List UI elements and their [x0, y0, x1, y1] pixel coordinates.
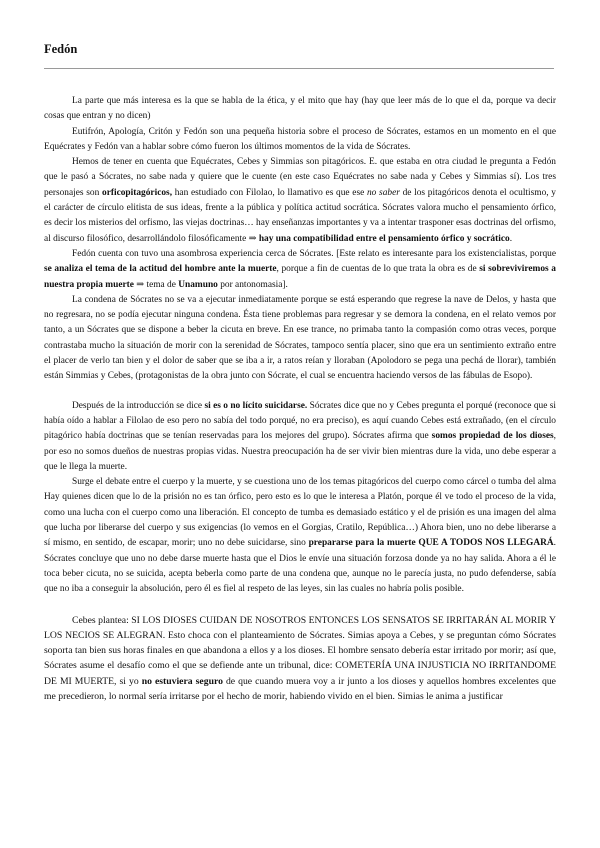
- p4-text-g: por antonomasia].: [217, 279, 288, 290]
- p6-bold-propiedad: somos propiedad de los dioses: [431, 431, 554, 442]
- paragraph-cuerpo: [44, 475, 556, 597]
- p3-text-c: han estudiado con Filolao, lo llamativo es que ese: [172, 187, 367, 198]
- p3-bold-orficopitagoricos: orficopitagóricos,: [102, 187, 173, 198]
- p3-text-e: de los pitagóricos denota el ocultismo, y el carácter de círculo elitista de sus ideas, frente a la pública y política actitud socrática. Sócrates valora mucho el pensamiento órfico, es decir los misterios del orfismo, las viejas doctrinas… hay enseñanzas importantes y va a intentar trasponer esas doctrinas del orfismo, al discurso filosófico, desarrollándolo filosóficamente ⇒: [44, 187, 556, 244]
- p8-text-c: de que cuando muera voy a ir junto a los dioses y aquellos hombres excelentes que me precedieron, lo normal sería irritarse por el hecho de morir, habiendo vivido en el bien. Simias le anima a justificar: [44, 675, 556, 702]
- p7-bold-prepararse: prepararse para la muerte QUE A TODOS NOS LLEGARÁ: [308, 538, 554, 549]
- p4-bold-sobreviviremos: si sobreviviremos a nuestra propia muerte: [44, 264, 556, 290]
- p6-text-e: , por eso no somos dueños de nuestras propias vidas. Nuestra preocupación ha de ser vivir bien mientras dure la vida, uno debe esperar a que le llega la muerte.: [44, 431, 556, 472]
- p4-text-e: ⇒ tema de: [133, 279, 179, 290]
- p6-bold-licito: si es o no lícito suicidarse.: [204, 400, 308, 411]
- p7-text-c: . Sócrates concluye que uno no debe darse muerte hasta que el Dios le envíe una situación forzosa donde ya no hay salida. Ahora a él le toca beber cicuta, no se suicida, acepta beberla como parte de una condena que, aunque no le parecía justa, no pudo defenderse, sabía que no iba a conseguir la absolución, pero él es fiel al respeto de las leyes, sin las cuales no habría polis posible.: [44, 538, 557, 595]
- p8-bold-no-estuviera: no estuviera seguro: [141, 675, 223, 687]
- paragraph-gap: [44, 598, 556, 613]
- document-body: [44, 94, 556, 704]
- p4-bold-actitud: se analiza el tema de la actitud del hombre ante la muerte: [44, 264, 277, 275]
- p6-text-a: Después de la introducción se dice: [72, 400, 205, 411]
- title-divider: [44, 68, 554, 69]
- p7-text-a: Surge el debate entre el cuerpo y la muerte, y se cuestiona uno de los temas pitagóricos del cuerpo como cárcel o tumba del alma Hay quienes dicen que lo de la prisión no es tan órfico, pero esto es lo que le interesa a Platón, porque él ve todo el proceso de la vida, como una lucha con el cuerpo como una liberación. El concepto de tumba es demasiado estático y el de prisión es una imagen del alma que lucha por liberarse del cuerpo y sus exigencias (lo vemos en el Gorgias, Cratilo, República…) Ahora bien, uno no debe liberarse a sí mismo, en sentido, de escapar, morir; uno no debe suicidarse, sino: [44, 477, 556, 549]
- p3-bold-compatibilidad: hay una compatibilidad entre el pensamiento órfico y socrático: [258, 233, 510, 244]
- p8-text-a: Cebes plantea: SI LOS DIOSES CUIDAN DE NOSOTROS ENTONCES LOS SENSATOS SE IRRITARÁN AL MORIR Y LOS NECIOS SE ALEGRAN. Esto choca con el planteamiento de Sócrates. Simias apoya a Cebes, y se preguntan cómo Sócrates soporta tan bien sus horas finales en que abandona a ellos y a los dioses. El hombre sensato debería estar irritado por morir; así que, Sócrates asume el desafío como el que se defiende ante un tribunal, dice: COMETERÍA UNA INJUSTICIA NO IRRITANDOME DE MI MUERTE, si yo: [44, 614, 556, 687]
- document-title: Fedón: [44, 42, 78, 56]
- paragraph-cebes: [44, 613, 556, 705]
- paragraph-gap: [44, 385, 556, 399]
- paragraph-ethics: La parte que más interesa es la que se habla de la ética, y el mito que hay (hay que leer más de lo que el da, porque va decir cosas que entran y no dicen): [44, 96, 556, 122]
- p4-bold-unamuno: Unamuno: [178, 279, 218, 290]
- p3-text-a: Hemos de tener en cuenta que Equécrates, Cebes y Simmias son pitagóricos. E. que estaba en otra ciudad le pregunta a Fedón que le pasó a Sócrates, no sabe nada y quiere que le cuente (en este caso Equécrates no sabe nada y Cebes y Simmias sí). Los tres personajes son: [44, 157, 556, 198]
- paragraph-suicidio: [44, 399, 556, 475]
- p3-text-g: .: [509, 233, 513, 244]
- p4-text-a: Fedón cuenta con tuvo una asombrosa experiencia cerca de Sócrates. [Este relato es interesante para los existencialistas, porque: [72, 248, 556, 259]
- p3-italic-no-saber: no saber: [366, 187, 400, 198]
- paragraph-experience: [44, 247, 556, 293]
- paragraph-condena: La condena de Sócrates no se va a ejecutar inmediatamente porque se está esperando que regrese la nave de Delos, y hasta que no regresara, no se podía ejecutar ninguna condena. Ésta tiene problemas para regresar y se demora la condena, en el relato vemos por tanto, a un Sócrates que se dispone a beber la cicuta en breve. En ese trance, no primaba tanto la compasión como otras veces, porque contrastaba mucho la situación de morir con la serenidad de Sócrates, tampoco sentía placer, sino que era un sentimiento extraño entre el placer de verlo tan bien y el dolor de saber que se iba a ir, a ratos reían y lloraban (Apolodoro se pega una pechá de llorar), también están Simmias y Cebes, (protagonistas de la obra junto con Sócrate, el cual se encuentra haciendo versos de las fábulas de Esopo).: [44, 294, 556, 382]
- paragraph-dialogues: Eutifrón, Apología, Critón y Fedón son una pequeña historia sobre el proceso de Sócrates, estamos en un momento en el que Equécrates y Fedón van a hablar sobre cómo fueron los últimos momentos de la vida de Sócrates.: [44, 126, 556, 152]
- p4-text-c: , porque a fin de cuentas de lo que trata la obra es de: [276, 264, 480, 275]
- p6-text-c: Sócrates dice que no y Cebes pregunta el porqué (reconoce que si había oído a hablar a Filolao de eso pero no sabía del todo porqué, no era preciso), es aquí cuando Cebes está extrañado, (en el círculo pitagórico había doctrinas que se tenían reservadas para los mejores del grupo). Sócrates afirma que: [44, 400, 556, 442]
- paragraph-pythagoreans: [44, 155, 556, 247]
